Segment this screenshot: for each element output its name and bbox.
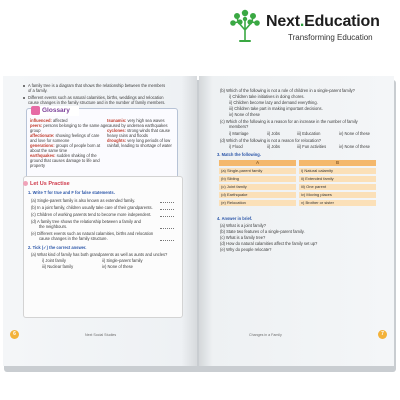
statement-d-line-2: the neighbours. bbox=[39, 224, 68, 229]
glossary-entry: ground that causes damage to life and bbox=[30, 158, 100, 163]
match-cell-b[interactable]: ii) Extended family bbox=[299, 176, 376, 182]
option[interactable]: i) Children take initiatives in doing chores. bbox=[229, 94, 305, 99]
answer-blank[interactable] bbox=[160, 240, 174, 241]
tree-icon bbox=[228, 8, 262, 44]
glossary-entry: group bbox=[30, 128, 41, 133]
mcq-question: (a) What kind of family has both grandparents as well as aunts and uncles? bbox=[31, 252, 168, 257]
option[interactable]: iv) None of these bbox=[339, 131, 370, 136]
page-number: 7 bbox=[378, 330, 387, 339]
brief-question: (b) State two features of a single-parent family. bbox=[220, 229, 305, 234]
match-cell-b[interactable]: iv) Moving places bbox=[299, 192, 376, 198]
glossary-entry: earthquakes: sudden shaking of the bbox=[30, 153, 97, 158]
match-col-a-header: A bbox=[219, 160, 296, 166]
left-page bbox=[3, 76, 197, 366]
glossary-title: Glossary bbox=[42, 107, 70, 114]
match-heading: 3. Match the following. bbox=[217, 152, 261, 157]
glossary-entry: rainfall, leading to shortage of water bbox=[107, 143, 172, 148]
option[interactable]: i) Marriage bbox=[229, 131, 249, 136]
question-c-line-2: members? bbox=[229, 124, 249, 129]
answer-blank[interactable] bbox=[160, 228, 174, 229]
statement-b: (b) In a joint family, children usually take care of their grandparents. bbox=[31, 205, 153, 210]
option[interactable]: iii) Fun activities bbox=[297, 144, 327, 149]
right-page bbox=[199, 76, 394, 366]
glossary-entry: and love for someone bbox=[30, 138, 70, 143]
practice-title: Let Us Practise bbox=[30, 181, 70, 187]
match-cell-a[interactable]: (c) Joint family bbox=[219, 184, 296, 190]
glossary-entry: caused by undersea earthquakes bbox=[107, 123, 168, 128]
match-cell-a[interactable]: (e) Relocation bbox=[219, 200, 296, 206]
statement-a: (a) Single-parent family is also known as extended family. bbox=[31, 198, 136, 203]
section-1-instruction: 1. Write T for true and F for false statements. bbox=[28, 190, 115, 195]
question-c: (c) Which of the following is a reason for an increase in the number of family bbox=[220, 119, 358, 124]
glossary-entry: generations: groups of people born at bbox=[30, 143, 101, 148]
match-cell-b[interactable]: iii) One parent bbox=[299, 184, 376, 190]
glossary-entry: property bbox=[30, 163, 46, 168]
intro-bullet-2-line-2: cause changes in the family structure and in the number of family members. bbox=[28, 100, 166, 105]
answer-blank[interactable] bbox=[160, 202, 174, 203]
page-footer: Changes in a Family bbox=[249, 333, 282, 337]
option[interactable]: iii) Education bbox=[297, 131, 321, 136]
glossary-entry: tsunamis: very high sea waves bbox=[107, 118, 165, 123]
option[interactable]: iv) None of these bbox=[339, 144, 370, 149]
glossary-entry: influenced: affected bbox=[30, 118, 68, 123]
brief-question: (d) How do natural calamities affect the family set up? bbox=[220, 241, 318, 246]
brief-question: (c) What is a family tree? bbox=[220, 235, 266, 240]
brief-question: (e) Why do people relocate? bbox=[220, 247, 272, 252]
intro-bullet-1-line-2: of a family. bbox=[28, 88, 48, 93]
match-col-b-header: B bbox=[299, 160, 376, 166]
brand-logo bbox=[228, 8, 388, 46]
intro-bullet-1-line-1: A family tree is a diagram that shows the relationship between the members bbox=[28, 83, 166, 88]
brand-tagline: Transforming Education bbox=[288, 33, 373, 42]
glossary-entry: about the same time bbox=[30, 148, 68, 153]
question-d: (d) Which of the following is not a reason for relocation? bbox=[220, 138, 322, 143]
open-book bbox=[0, 76, 400, 373]
question-b: (b) Which of the following is not a role of children in a single-parent family? bbox=[220, 88, 355, 93]
brand-name: Next.Education bbox=[266, 13, 380, 30]
statement-e-line-2: cause changes in the family structure. bbox=[39, 236, 108, 241]
match-cell-a[interactable]: (d) Earthquake bbox=[219, 192, 296, 198]
mcq-option[interactable]: ii) Single-parent family bbox=[102, 258, 143, 263]
brief-heading: 4. Answer in brief. bbox=[217, 216, 253, 221]
mcq-option[interactable]: i) Joint family bbox=[42, 258, 66, 263]
match-cell-b[interactable]: i) Natural calamity bbox=[299, 168, 376, 174]
option[interactable]: i) Flood bbox=[229, 144, 243, 149]
answer-blank[interactable] bbox=[160, 216, 174, 217]
option[interactable]: iii) Children take part in making important decisions. bbox=[229, 106, 323, 111]
match-cell-a[interactable]: (b) Sibling bbox=[219, 176, 296, 182]
glossary-entry: peers: persons belonging to the same age bbox=[30, 123, 108, 128]
match-table bbox=[219, 160, 379, 210]
page-footer: Next Social Studies bbox=[85, 333, 117, 337]
brief-question: (a) What is a joint family? bbox=[220, 223, 266, 228]
statement-c: (c) Children of working parents tend to become more independent. bbox=[31, 212, 152, 217]
glossary-entry: heavy rains and floods bbox=[107, 133, 148, 138]
glossary-entry: affectionate: showing feelings of care bbox=[30, 133, 100, 138]
glossary-icon bbox=[31, 106, 40, 115]
option[interactable]: iv) None of these bbox=[229, 112, 260, 117]
option[interactable]: ii) Jobs bbox=[267, 131, 280, 136]
statement-d: (d) A family tree shows the relationship between a family and bbox=[31, 219, 141, 224]
option[interactable]: ii) Jobs bbox=[267, 144, 280, 149]
option[interactable]: ii) Children become lazy and demand everything. bbox=[229, 100, 318, 105]
glossary-entry: cyclones: strong winds that cause bbox=[107, 128, 171, 133]
page-number: 6 bbox=[10, 330, 19, 339]
section-2-instruction: 2. Tick (✓) the correct answer. bbox=[28, 245, 87, 250]
practice-icon bbox=[23, 181, 28, 186]
practice-box bbox=[23, 176, 183, 318]
mcq-option[interactable]: iii) Nuclear family bbox=[42, 264, 74, 269]
answer-blank[interactable] bbox=[160, 209, 174, 210]
statement-e: (e) Different events such as natural calamities, births and relocation bbox=[31, 231, 154, 236]
intro-bullet-2-line-1: Different events such as natural calamities, births, weddings and relocation bbox=[28, 95, 164, 100]
match-cell-a[interactable]: (a) Single-parent family bbox=[219, 168, 296, 174]
match-cell-b[interactable]: v) Brother or sister bbox=[299, 200, 376, 206]
glossary-entry: droughts: very long periods of low bbox=[107, 138, 171, 143]
mcq-option[interactable]: iv) None of these bbox=[102, 264, 133, 269]
